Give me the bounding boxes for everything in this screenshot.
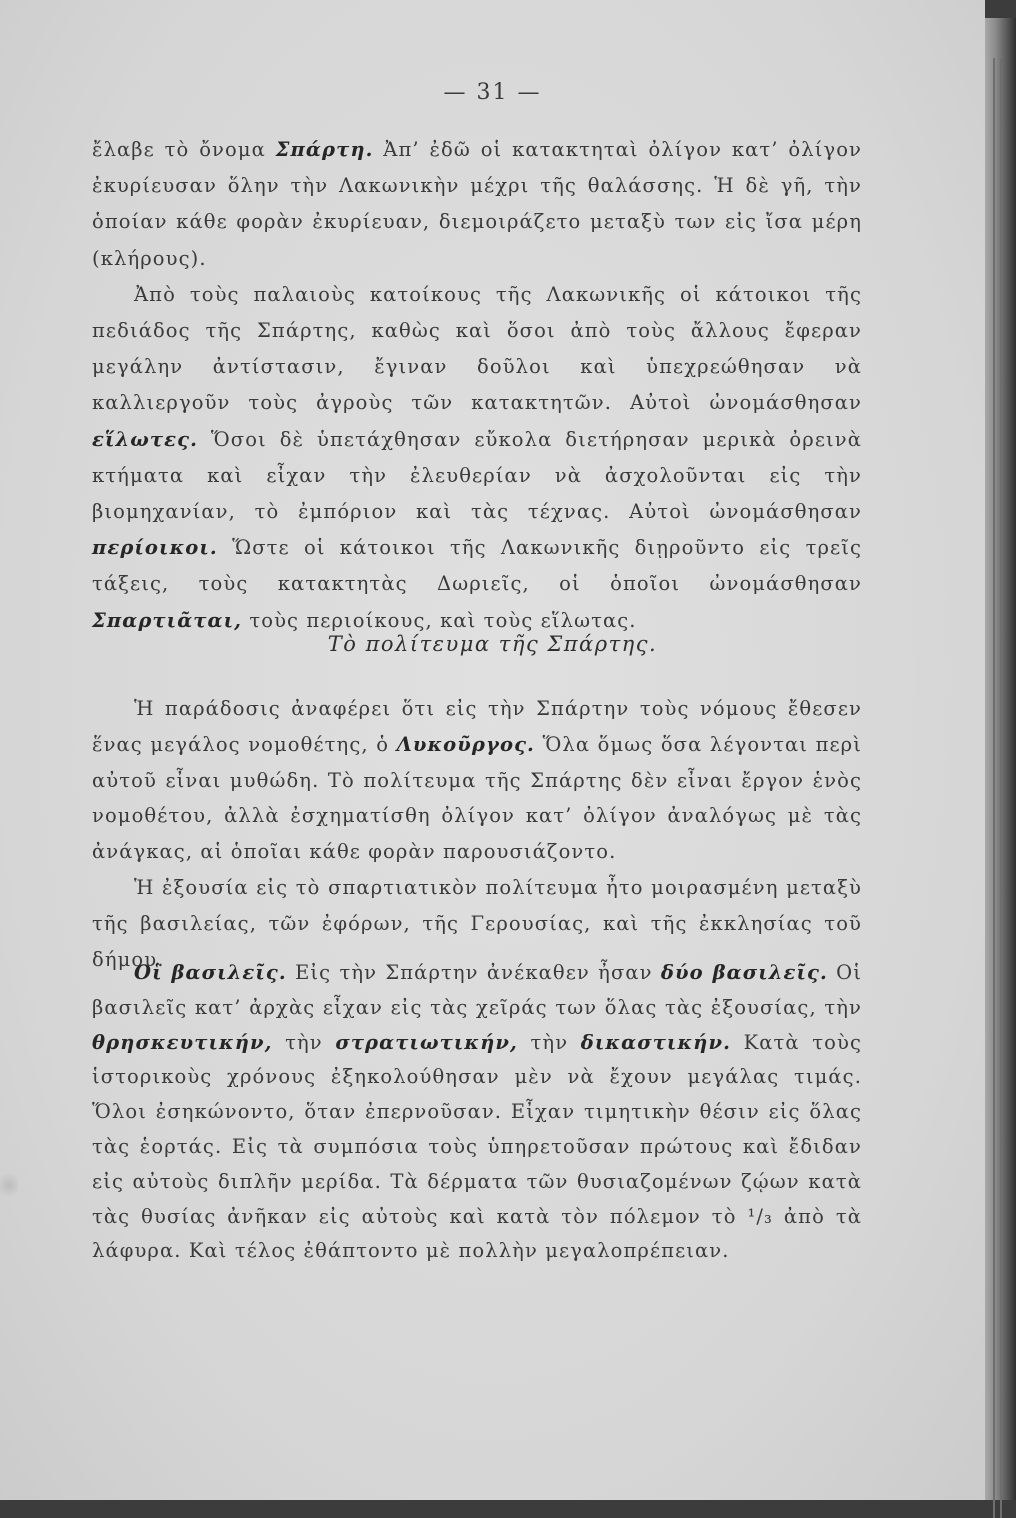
emphasized-term: Οἱ βασιλεῖς. bbox=[134, 961, 287, 984]
text-section-3 bbox=[92, 956, 862, 1269]
text-run: Ἡ παράδοσις ἀναφέρει ὅτι εἰς τὴν Σπάρτην τοὺς νόμους ἔθεσεν ἕνας μεγάλος νομοθέτης, ὁ bbox=[92, 697, 862, 756]
text-run: Οἱ βασιλεῖς κατ’ ἀρχὰς εἶχαν εἰς τὰς χεῖράς των ὅλας τὰς ἐξουσίας, τὴν bbox=[92, 961, 863, 1019]
text-run: τοὺς περιοίκους, καὶ τοὺς εἵλωτας. bbox=[242, 608, 637, 632]
paragraph bbox=[92, 956, 862, 1269]
section-heading: Τὸ πολίτευμα τῆς Σπάρτης. bbox=[327, 632, 658, 656]
text-run: Εἰς τὴν Σπάρτην ἀνέκαθεν ἦσαν bbox=[286, 961, 661, 984]
text-section-1 bbox=[92, 132, 862, 639]
text-run: Ἀπὸ τοὺς παλαιοὺς κατοίκους τῆς Λακωνικῆς οἱ κάτοικοι τῆς πεδιάδος τῆς Σπάρτης, καθὼς καὶ ὅσοι ἀπὸ τοὺς ἄλλους ἔφεραν μεγάλην ἀντίστασιν, ἔγιναν δοῦλοι καὶ ὑπεχρεώθησαν νὰ καλλιεργοῦν τοὺς ἀγροὺς τῶν κατακτητῶν. Αὐτοὶ ὠνομάσθησαν bbox=[92, 282, 862, 415]
text-run: Κατὰ τοὺς ἱστορικοὺς χρόνους ἐξηκολούθησαν μὲν νὰ ἔχουν μεγάλας τιμάς. Ὅλοι ἐσηκώνοντο, ὅταν ἐπερνοῦσαν. Εἶχαν τιμητικὴν θέσιν εἰς ὅλας τὰς ἑορτάς. Εἰς τὰ συμπόσια τοὺς ὑπηρετοῦσαν πρώτους καὶ ἔδιδαν εἰς αὐτοὺς διπλῆν μερίδα. Τὰ δέρματα τῶν θυσιαζομένων ζῴων κατὰ τὰς θυσίας ἀνῆκαν εἰς αὐτοὺς καὶ κατὰ τὸν πόλεμον τὸ ¹/₃ ἀπὸ τὰ λάφυρα. Καὶ τέλος ἐθάπτοντο μὲ πολλὴν μεγαλοπρέπειαν. bbox=[92, 1030, 862, 1263]
emphasized-term: στρατιωτικήν, bbox=[335, 1030, 518, 1054]
book-page-edge bbox=[985, 18, 1016, 1500]
emphasized-term: Σπάρτη. bbox=[275, 138, 374, 161]
page-smudge bbox=[0, 1170, 18, 1200]
text-run: Ὥστε οἱ κάτοικοι τῆς Λακωνικῆς διῃροῦντο εἰς τρεῖς τάξεις, τοὺς κατακτητὰς Δωριεῖς, οἱ ὁποῖοι ὠνομάσθησαν bbox=[92, 536, 862, 596]
paragraph bbox=[92, 691, 862, 870]
text-run: Ἀπ’ ἐδῶ οἱ κατακτηταὶ ὀλίγον κατ’ ὀλίγον ἐκυρίευσαν ὅλην τὴν Λακωνικὴν μέχρι τῆς θαλάσσης. Ἡ δὲ γῆ, τὴν ὁποίαν κάθε φορὰν ἐκυρίευαν, διεμοιράζετο μεταξὺ των εἰς ἴσα μέρη (κλήρους). bbox=[92, 138, 862, 270]
emphasized-term: Λυκοῦργος. bbox=[396, 732, 535, 756]
text-run: τὴν bbox=[272, 1030, 336, 1054]
text-run: Ὅσοι δὲ ὑπετάχθησαν εὔκολα διετήρησαν μερικὰ ὀρεινὰ κτήματα καὶ εἶχαν τὴν ἐλευθερίαν νὰ ἀσχολοῦνται εἰς τὴν βιομηχανίαν, τὸ ἐμπόριον καὶ τὰς τέχνας. Αὐτοὶ ὠνομάσθησαν bbox=[92, 427, 862, 524]
page-edge-line bbox=[1000, 58, 1002, 1518]
emphasized-term: περίοικοι. bbox=[92, 536, 218, 560]
emphasized-term: Σπαρτιᾶται, bbox=[92, 608, 243, 632]
text-run: Ὅλα ὅμως ὅσα λέγονται περὶ αὐτοῦ εἶναι μυθώδη. Τὸ πολίτευμα τῆς Σπάρτης δὲν εἶναι ἔργον ἑνὸς νομοθέτου, ἀλλὰ ἐσχηματίσθη ὀλίγον κατ’ ὀλίγον ἀναλόγως μὲ τὰς ἀνάγκας, αἱ ὁποῖαι κάθε φορὰν παρουσιάζοντο. bbox=[92, 732, 862, 864]
emphasized-term: δύο βασιλεῖς. bbox=[660, 961, 828, 984]
paragraph bbox=[92, 277, 862, 639]
text-run: ἔλαβε τὸ ὄνομα bbox=[92, 138, 276, 161]
text-section-2 bbox=[92, 691, 862, 977]
emphasized-term: θρησκευτικήν, bbox=[92, 1030, 273, 1054]
page-number: — 31 — bbox=[443, 80, 542, 105]
text-run: τὴν bbox=[517, 1030, 581, 1054]
text-run: Ἡ ἐξουσία εἰς τὸ σπαρτιατικὸν πολίτευμα ἦτο μοιρασμένη μεταξὺ τῆς βασιλείας, τῶν ἐφόρων, τῆς Γερουσίας, καὶ τῆς ἐκκλησίας τοῦ δήμου. bbox=[92, 875, 862, 971]
page-edge-line bbox=[993, 58, 995, 1518]
emphasized-term: δικαστικήν. bbox=[580, 1030, 731, 1054]
emphasized-term: εἵλωτες. bbox=[92, 427, 198, 451]
paragraph bbox=[92, 132, 862, 277]
